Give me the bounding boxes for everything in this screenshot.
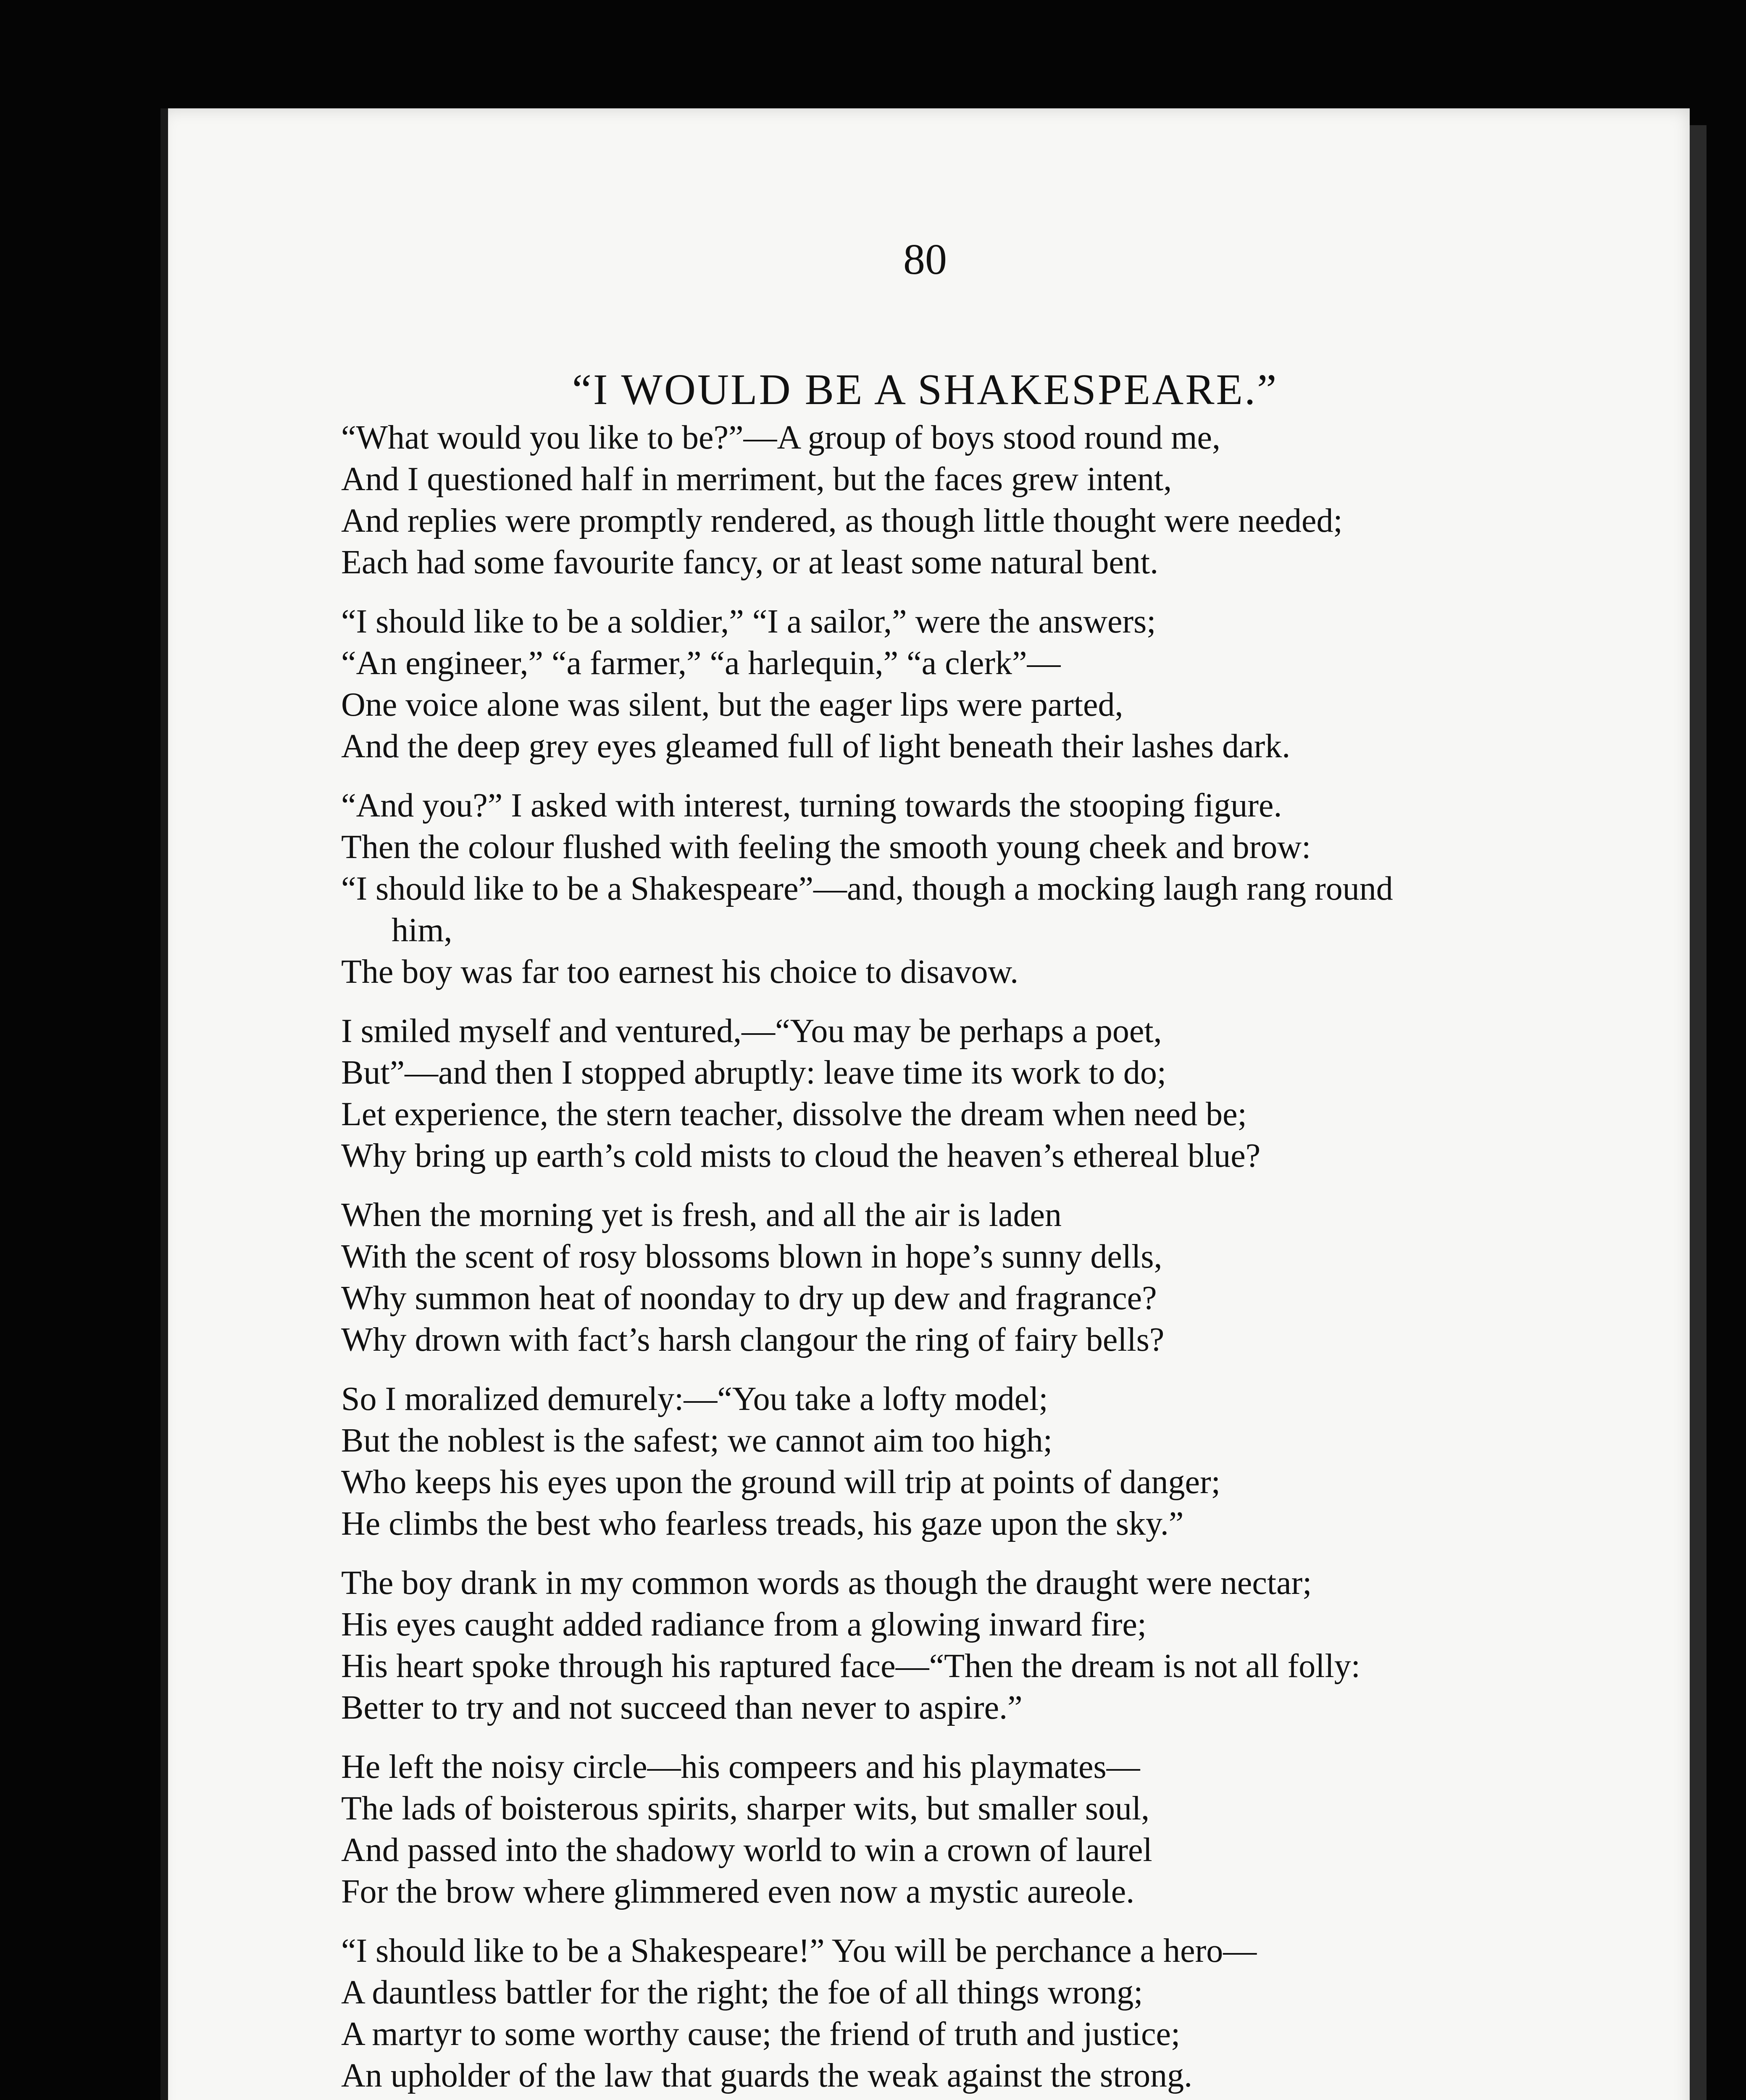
poem-line: “And you?” I asked with interest, turning towards the stooping figure. xyxy=(341,787,1282,824)
poem-line: And replies were promptly rendered, as though little thought were needed; xyxy=(341,502,1343,539)
poem-line: I smiled myself and ventured,—“You may be perhaps a poet, xyxy=(341,1013,1162,1050)
poem-line: Each had some favourite fancy, or at least some natural bent. xyxy=(341,544,1159,581)
poem-line: But the noblest is the safest; we cannot aim too high; xyxy=(341,1422,1053,1459)
stanza-3 xyxy=(341,785,1686,993)
poem-line: “I should like to be a Shakespeare!” You will be perchance a hero— xyxy=(341,1932,1257,1969)
poem-title: “I WOULD BE A SHAKESPEARE.” xyxy=(572,365,1278,414)
poem-line: A dauntless battler for the right; the foe of all things wrong; xyxy=(341,1974,1143,2011)
book-page xyxy=(160,108,1690,2100)
poem-line: The lads of boisterous spirits, sharper wits, but smaller soul, xyxy=(341,1790,1150,1827)
poem-line: Let experience, the stern teacher, dissolve the dream when need be; xyxy=(341,1096,1247,1133)
poem-line: So I moralized demurely:—“You take a lofty model; xyxy=(341,1381,1048,1418)
page-number: 80 xyxy=(903,235,947,284)
poem-line-continuation: him, xyxy=(392,912,452,949)
page-edge-shadow xyxy=(1690,125,1707,2100)
poem-line: “An engineer,” “a farmer,” “a harlequin,” “a clerk”— xyxy=(341,645,1061,682)
poem-line: Why drown with fact’s harsh clangour the ring of fairy bells? xyxy=(341,1321,1165,1358)
poem-line: “What would you like to be?”—A group of boys stood round me, xyxy=(341,419,1220,456)
stanza-6 xyxy=(341,1378,1686,1545)
stanza-5 xyxy=(341,1194,1686,1361)
poem-line: Why bring up earth’s cold mists to cloud the heaven’s ethereal blue? xyxy=(341,1137,1261,1174)
poem-line: “I should like to be a Shakespeare”—and, though a mocking laugh rang round xyxy=(341,870,1393,907)
stanza-2 xyxy=(341,601,1686,767)
poem-line: And passed into the shadowy world to win a crown of laurel xyxy=(341,1832,1152,1869)
poem-line: When the morning yet is fresh, and all the air is laden xyxy=(341,1197,1062,1234)
poem-line: Then the colour flushed with feeling the smooth young cheek and brow: xyxy=(341,829,1311,866)
stanza-8 xyxy=(341,1746,1686,1913)
poem-body xyxy=(341,417,1686,2100)
poem-line: Who keeps his eyes upon the ground will trip at points of danger; xyxy=(341,1464,1220,1501)
poem-line: Better to try and not succeed than never to aspire.” xyxy=(341,1689,1023,1726)
poem-line: “I should like to be a soldier,” “I a sailor,” were the answers; xyxy=(341,603,1156,640)
poem-line: The boy was far too earnest his choice to disavow. xyxy=(341,953,1019,990)
poem-line: An upholder of the law that guards the weak against the strong. xyxy=(341,2057,1193,2094)
poem-line: The boy drank in my common words as though the draught were nectar; xyxy=(341,1564,1312,1601)
poem-line: His heart spoke through his raptured face—“Then the dream is not all folly: xyxy=(341,1648,1360,1685)
poem-line: A martyr to some worthy cause; the friend of truth and justice; xyxy=(341,2016,1181,2053)
stanza-7 xyxy=(341,1562,1686,1729)
stanza-9 xyxy=(341,1930,1686,2097)
poem-line: His eyes caught added radiance from a glowing inward fire; xyxy=(341,1606,1147,1643)
poem-line: But”—and then I stopped abruptly: leave time its work to do; xyxy=(341,1054,1167,1091)
poem-line: And I questioned half in merriment, but the faces grew intent, xyxy=(341,461,1172,498)
poem-line: Why summon heat of noonday to dry up dew and fragrance? xyxy=(341,1280,1157,1317)
poem-line: He climbs the best who fearless treads, his gaze upon the sky.” xyxy=(341,1505,1184,1542)
poem-line: And the deep grey eyes gleamed full of light beneath their lashes dark. xyxy=(341,728,1291,765)
stanza-4 xyxy=(341,1011,1686,1177)
poem-line: For the brow where glimmered even now a mystic aureole. xyxy=(341,1873,1135,1910)
poem-line: He left the noisy circle—his compeers and his playmates— xyxy=(341,1748,1140,1785)
stanza-1 xyxy=(341,417,1686,583)
poem-line: With the scent of rosy blossoms blown in hope’s sunny dells, xyxy=(341,1238,1162,1275)
poem-line: One voice alone was silent, but the eager lips were parted, xyxy=(341,686,1123,723)
